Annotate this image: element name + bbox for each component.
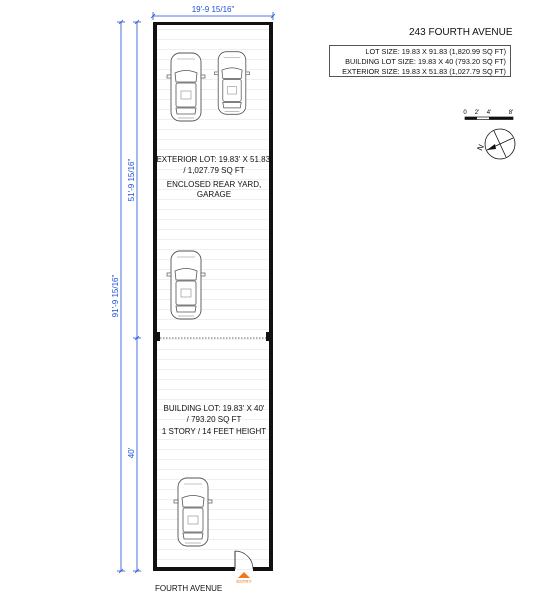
total-depth-label: 91'-9 15/16" [111,274,120,318]
scale-tick-8: 8' [508,110,514,116]
scale-tick-0: 0 [463,110,467,116]
front-wall-right [253,567,273,571]
car-icon [174,478,212,546]
partition-stub-right [266,332,269,341]
property-address: 243 FOURTH AVENUE [409,27,513,38]
scale-tick-4: 4' [486,110,492,116]
car-icon [215,52,250,115]
rear-lot-label-1: EXTERIOR LOT: 19.83' X 51.83' [156,155,272,164]
right-wall [269,22,273,571]
rear-lot-label-4: GARAGE [196,190,232,199]
building-lot-label-1: BUILDING LOT: 19.83' X 40' [163,404,265,413]
entry-arrow-icon [238,572,250,578]
lot-info-box [329,45,511,77]
lot-size-line: LOT SIZE: 19.83 X 91.83 (1,820.99 SQ FT) [365,47,506,56]
width-dimension-label: 19'-9 15/16" [191,5,235,14]
front-wall-left [153,567,235,571]
building-lot-label-2: / 793.20 SQ FT [186,415,242,424]
north-arrow-icon [485,129,515,159]
rear-wall [153,22,273,25]
entry-label: ENTRY [236,579,252,584]
partition-stub-left [157,332,160,341]
building-lot-size-line: BUILDING LOT SIZE: 19.83 X 40 (793.20 SQ FT) [345,57,506,66]
rear-lot-label-3: ENCLOSED REAR YARD, [166,180,262,189]
left-wall [153,22,157,571]
front-depth-label: 40' [127,447,136,459]
street-label: FOURTH AVENUE [155,584,223,593]
north-label: N [475,143,486,153]
rear-lot-label-2: / 1,027.79 SQ FT [183,166,245,175]
car-icon [167,53,205,121]
scale-bar [463,110,513,120]
exterior-size-line: EXTERIOR SIZE: 19.83 X 51.83 (1,027.79 SQ FT) [342,67,506,76]
building-lot-label-3: 1 STORY / 14 FEET HEIGHT [161,427,267,436]
car-icon [167,251,205,319]
rear-depth-label: 51'-9 15/16" [127,158,136,202]
scale-tick-2: 2' [474,110,480,116]
